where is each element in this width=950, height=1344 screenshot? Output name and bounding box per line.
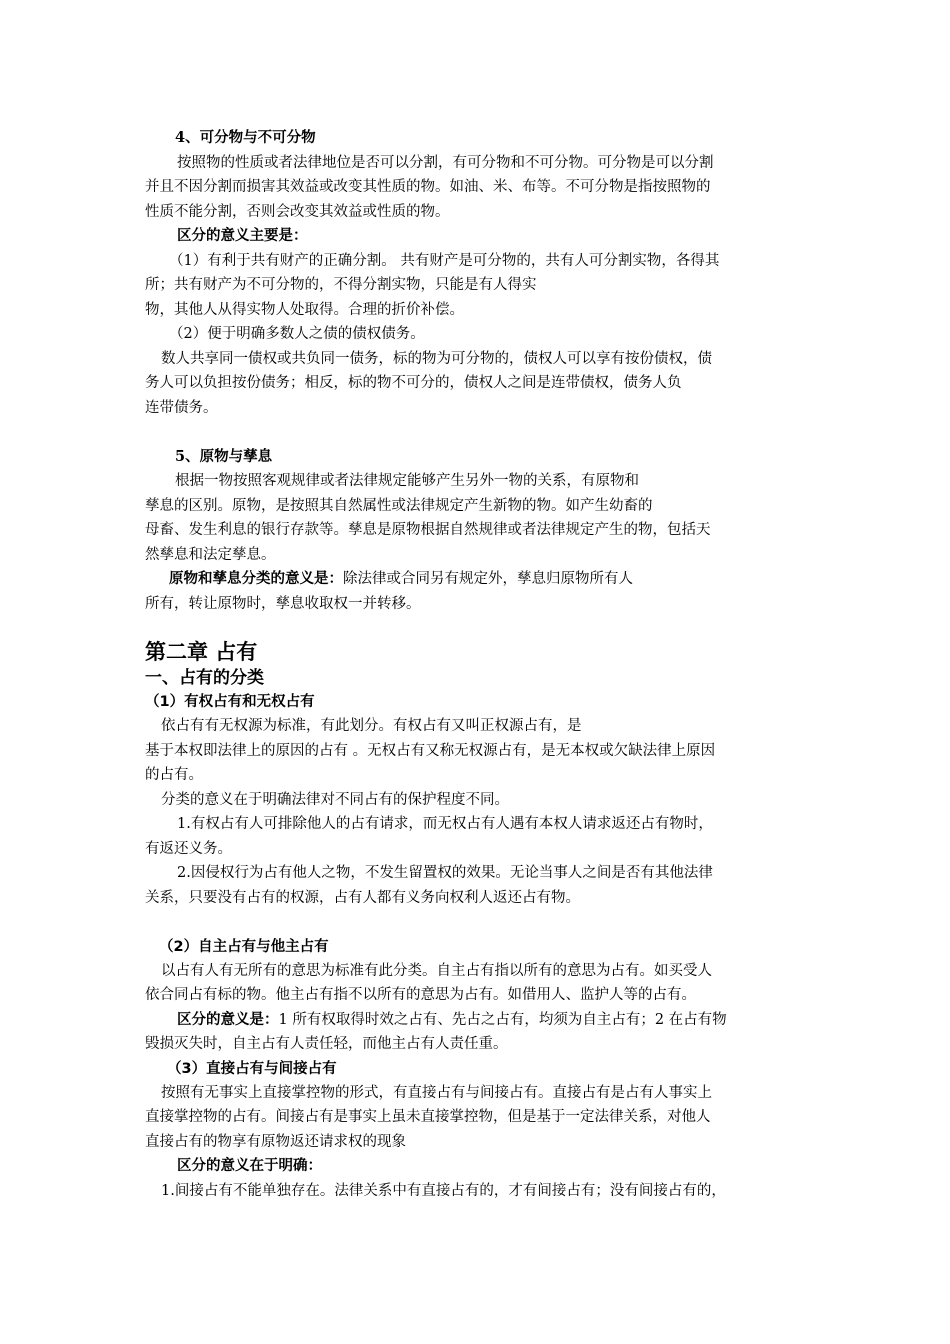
section-4-paragraph-line: 并且不因分割而损害其效益或改变其性质的物。如油、米、布等。不可分物是指按照物的 [145,179,711,195]
section-5-meaning-text: 除法律或合同另有规定外，孳息归原物所有人 [343,571,633,587]
subsection-2-meaning-label: 区分的意义是： [177,1010,279,1028]
subsection-3-paragraph-line: 直接掌控物的占有。间接占有是事实上虽未直接掌控物，但是基于一定法律关系，对他人 [145,1109,711,1125]
subsection-3-heading: （3）直接占有与间接占有 [167,1060,337,1077]
section-4-heading: 4、可分物与不可分物 [175,129,316,146]
section-5-paragraph-line: 然孳息和法定孳息。 [145,546,276,563]
subsection-3-point-1-line: 1.间接占有不能单独存在。法律关系中有直接占有的，才有间接占有；没有间接占有的， [161,1182,726,1199]
section-4-item-2-line: 数人共享同一债权或共负同一债务，标的物为可分物的，债权人可以享有按份债权，债 [161,350,712,367]
section-4-meaning-label: 区分的意义主要是： [177,227,308,244]
section-4-item-2-line: 连带债务。 [145,399,218,416]
chapter-title: 第二章 占有 [145,640,258,664]
section-4-paragraph-line: 性质不能分割，否则会改变其效益或性质的物。 [145,203,450,220]
section-title: 一、占有的分类 [145,668,264,688]
spacer [145,910,813,935]
subsection-3-meaning-label: 区分的意义在于明确： [177,1157,322,1174]
section-4-item-2: （2）便于明确多数人之债的债权债务。 [169,326,425,342]
subsection-1-point-1-line: 有返还义务。 [145,840,232,857]
subsection-1-heading: （1）有权占有和无权占有 [145,694,315,710]
section-4-paragraph-line: 按照物的性质或者法律地位是否可以分割，有可分物和不可分物。可分物是可以分割 [177,154,714,171]
subsection-2-meaning-line: 毁损灭失时，自主占有人责任轻，而他主占有人责任重。 [145,1036,508,1052]
subsection-1-point-2-line: 关系，只要没有占有的权源，占有人都有义务向权利人返还占有物。 [145,889,580,906]
section-5-paragraph-line: 根据一物按照客观规律或者法律规定能够产生另外一物的关系，有原物和 [175,473,639,489]
subsection-1-paragraph-line: 的占有。 [145,767,203,783]
section-4-item-2-line: 务人可以负担按份债务；相反，标的物不可分的，债权人之间是连带债权，债务人负 [145,375,682,391]
section-4-item-1-line: 所；共有财产为不可分物的，不得分割实物，只能是有人得实 [145,277,537,293]
subsection-2-heading: （2）自主占有与他主占有 [159,938,329,955]
subsection-1-point-1-line: 1.有权占有人可排除他人的占有请求，而无权占有人遇有本权人请求返还占有物时， [177,816,713,832]
subsection-3-paragraph-line: 直接占有的物享有原物返还请求权的现象 [145,1133,406,1150]
spacer [145,616,813,628]
subsection-1-point-2-line: 2.因侵权行为占有他人之物，不发生留置权的效果。无论当事人之间是否有其他法律 [177,865,713,881]
subsection-2-paragraph-line: 依合同占有标的物。他主占有指不以所有的意思为占有。如借用人、监护人等的占有。 [145,987,696,1003]
subsection-1-paragraph-line: 基于本权即法律上的原因的占有 。无权占有又称无权源占有，是无本权或欠缺法律上原因 [145,742,716,759]
subsection-2-paragraph-line: 以占有人有无所有的意思为标准有此分类。自主占有指以所有的意思为占有。如买受人 [161,962,712,979]
subsection-1-paragraph-line: 依占有有无权源为标准，有此划分。有权占有又叫正权源占有，是 [161,718,582,734]
section-4-item-1-line: （1）有利于共有财产的正确分割。 共有财产是可分物的，共有人可分割实物，各得其 [169,252,720,269]
subsection-3-paragraph-line: 按照有无事实上直接掌控物的形式，有直接占有与间接占有。直接占有是占有人事实上 [161,1084,712,1101]
subsection-1-paragraph-line: 分类的意义在于明确法律对不同占有的保护程度不同。 [161,791,509,808]
document-page [145,126,813,1203]
subsection-2-meaning [145,1008,813,1033]
section-5-paragraph-line: 孳息的区别。原物，是按照其自然属性或法律规定产生新物的物。如产生幼畜的 [145,497,653,514]
section-4-item-1-line: 物，其他人从得实物人处取得。合理的折价补偿。 [145,301,464,318]
section-5-paragraph-line: 母畜、发生利息的银行存款等。孳息是原物根据自然规律或者法律规定产生的物，包括天 [145,522,711,538]
section-5-meaning [145,567,813,592]
section-5-heading: 5、原物与孳息 [175,447,273,465]
subsection-2-meaning-text: 1 所有权取得时效之占有、先占之占有，均须为自主占有；2 在占有物 [278,1011,727,1028]
spacer [145,420,813,445]
section-5-meaning-line: 所有，转让原物时，孳息收取权一并转移。 [145,595,421,612]
section-5-meaning-label: 原物和孳息分类的意义是： [169,570,343,587]
